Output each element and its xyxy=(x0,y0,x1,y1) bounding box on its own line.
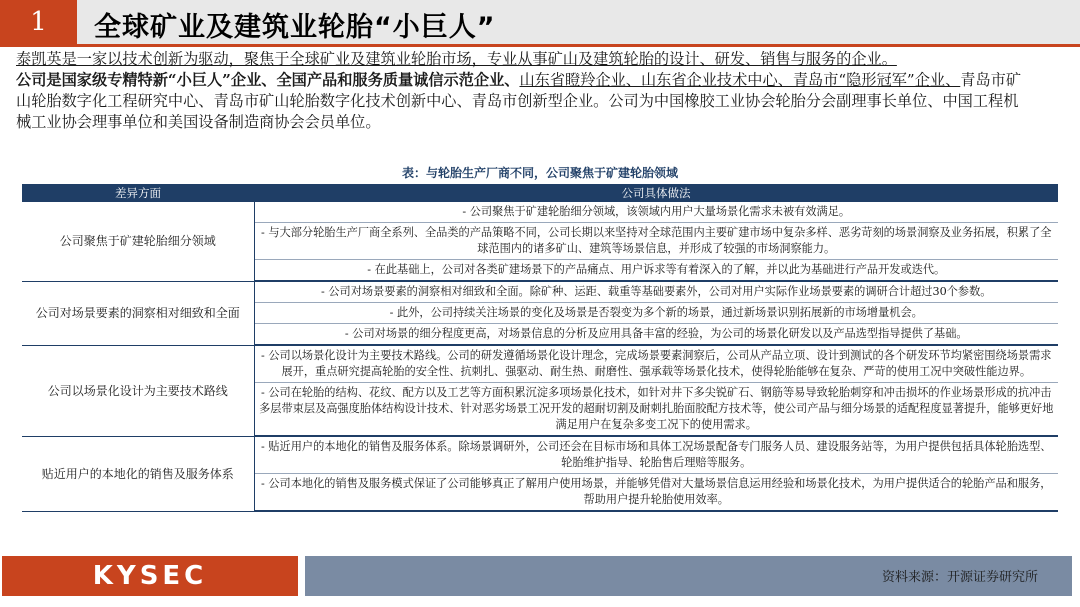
row-point: - 公司对场景要素的洞察相对细致和全面。除矿种、运距、载重等基础要素外，公司对用户实际作业场景要素的调研合计超过30个参数。 xyxy=(254,281,1058,303)
intro-paragraph-1 xyxy=(16,49,1026,70)
row-point: - 公司在轮胎的结构、花纹、配方以及工艺等方面积累沉淀多项场景化技术，如针对井下多尖锐矿石、钢筋等易导致轮胎刺穿和冲击损坏的作业场景形成的抗冲击多层带束层及高强度胎体结构设计技术、针对恶劣场景工况开发的超耐切割及耐刺扎胎面胶配方技术等，使公司产品与细分场景的适配程度显著提升，能够更好地满足用户在复杂多变工况下的使用需求。 xyxy=(254,383,1058,437)
table-row xyxy=(22,202,1058,223)
row-point: - 公司聚焦于矿建轮胎细分领域，该领域内用户大量场景化需求未被有效满足。 xyxy=(254,202,1058,223)
table-row xyxy=(22,436,1058,474)
row-category: 公司对场景要素的洞察相对细致和全面 xyxy=(22,281,254,345)
kysec-logo: KYSEC xyxy=(2,556,298,596)
row-point: - 公司本地化的销售及服务模式保证了公司能够真正了解用户使用场景，并能够凭借对大量场景信息运用经验和场景化技术，为用户提供适合的轮胎产品和服务，帮助用户提升轮胎使用效率。 xyxy=(254,474,1058,512)
slide-footer xyxy=(0,552,1080,607)
source-note: 资料来源：开源证券研究所 xyxy=(881,570,1038,585)
intro-p2-underlined: 山东省瞪羚企业、山东省企业技术中心、青岛市“隐形冠军”企业、 xyxy=(519,71,961,89)
intro-paragraph-2 xyxy=(16,70,1026,133)
column-header-practice: 公司具体做法 xyxy=(254,184,1058,202)
table-caption: 表：与轮胎生产厂商不同，公司聚焦于矿建轮胎领域 xyxy=(401,166,678,180)
intro-p2-bold: 公司是国家级专精特新“小巨人”企业、全国产品和服务质量诚信示范企业、 xyxy=(16,71,520,89)
section-number: 1 xyxy=(0,0,77,44)
row-point: - 公司以场景化设计为主要技术路线。公司的研发遵循场景化设计理念，完成场景要素洞察后，公司从产品立项、设计到测试的各个研发环节均紧密围绕场景需求展开，重点研究提高轮胎的安全性、抗刺扎、强驱动、耐生热、耐磨性、强承载等场景化技术，使得轮胎能够在复杂、严苛的使用工况中突破性能边界。 xyxy=(254,345,1058,383)
intro-p1-text: 泰凯英是一家以技术创新为驱动，聚焦于全球矿业及建筑业轮胎市场，专业从事矿山及建筑轮胎的设计、研发、销售与服务的企业。 xyxy=(16,50,897,68)
table-row xyxy=(22,281,1058,303)
slide-header xyxy=(0,0,1080,44)
intro-text xyxy=(16,49,1026,133)
row-point: - 在此基础上，公司对各类矿建场景下的产品痛点、用户诉求等有着深入的了解，并以此为基础进行产品开发或迭代。 xyxy=(254,260,1058,282)
row-category: 公司以场景化设计为主要技术路线 xyxy=(22,345,254,436)
page-title: 全球矿业及建筑业轮胎“小巨人” xyxy=(94,12,496,43)
difference-table xyxy=(22,184,1058,512)
intro-p2-rest: 青岛市矿山轮胎数字化工程研究中心、青岛市矿山轮胎数字化技术创新中心、青岛市创新型企业。公司为中国橡胶工业协会轮胎分会副理事长单位、中国工程机械工业协会理事单位和美国设备制造商协会会员单位。 xyxy=(16,71,1022,131)
header-divider xyxy=(0,44,1080,47)
row-category: 公司聚焦于矿建轮胎细分领域 xyxy=(22,202,254,281)
column-header-aspect: 差异方面 xyxy=(22,184,254,202)
row-category: 贴近用户的本地化的销售及服务体系 xyxy=(22,436,254,511)
table-header-row xyxy=(22,184,1058,202)
row-point: - 此外，公司持续关注场景的变化及场景是否裂变为多个新的场景，通过新场景识别拓展新的市场增量机会。 xyxy=(254,303,1058,324)
row-point: - 贴近用户的本地化的销售及服务体系。除场景调研外，公司还会在目标市场和具体工况场景配备专门服务人员、建设服务站等，为用户提供包括具体轮胎选型、轮胎维护指导、轮胎售后理赔等服务。 xyxy=(254,436,1058,474)
row-point: - 公司对场景的细分程度更高，对场景信息的分析及应用具备丰富的经验，为公司的场景化研发以及产品选型指导提供了基础。 xyxy=(254,324,1058,346)
row-point: - 与大部分轮胎生产厂商全系列、全品类的产品策略不同，公司长期以来坚持对全球范围内主要矿建市场中复杂多样、恶劣苛刻的场景洞察及业务拓展，积累了全球范围内的诸多矿山、建筑等场景信息，并形成了较强的市场洞察能力。 xyxy=(254,223,1058,260)
table-row xyxy=(22,345,1058,383)
source-bar xyxy=(305,556,1072,596)
